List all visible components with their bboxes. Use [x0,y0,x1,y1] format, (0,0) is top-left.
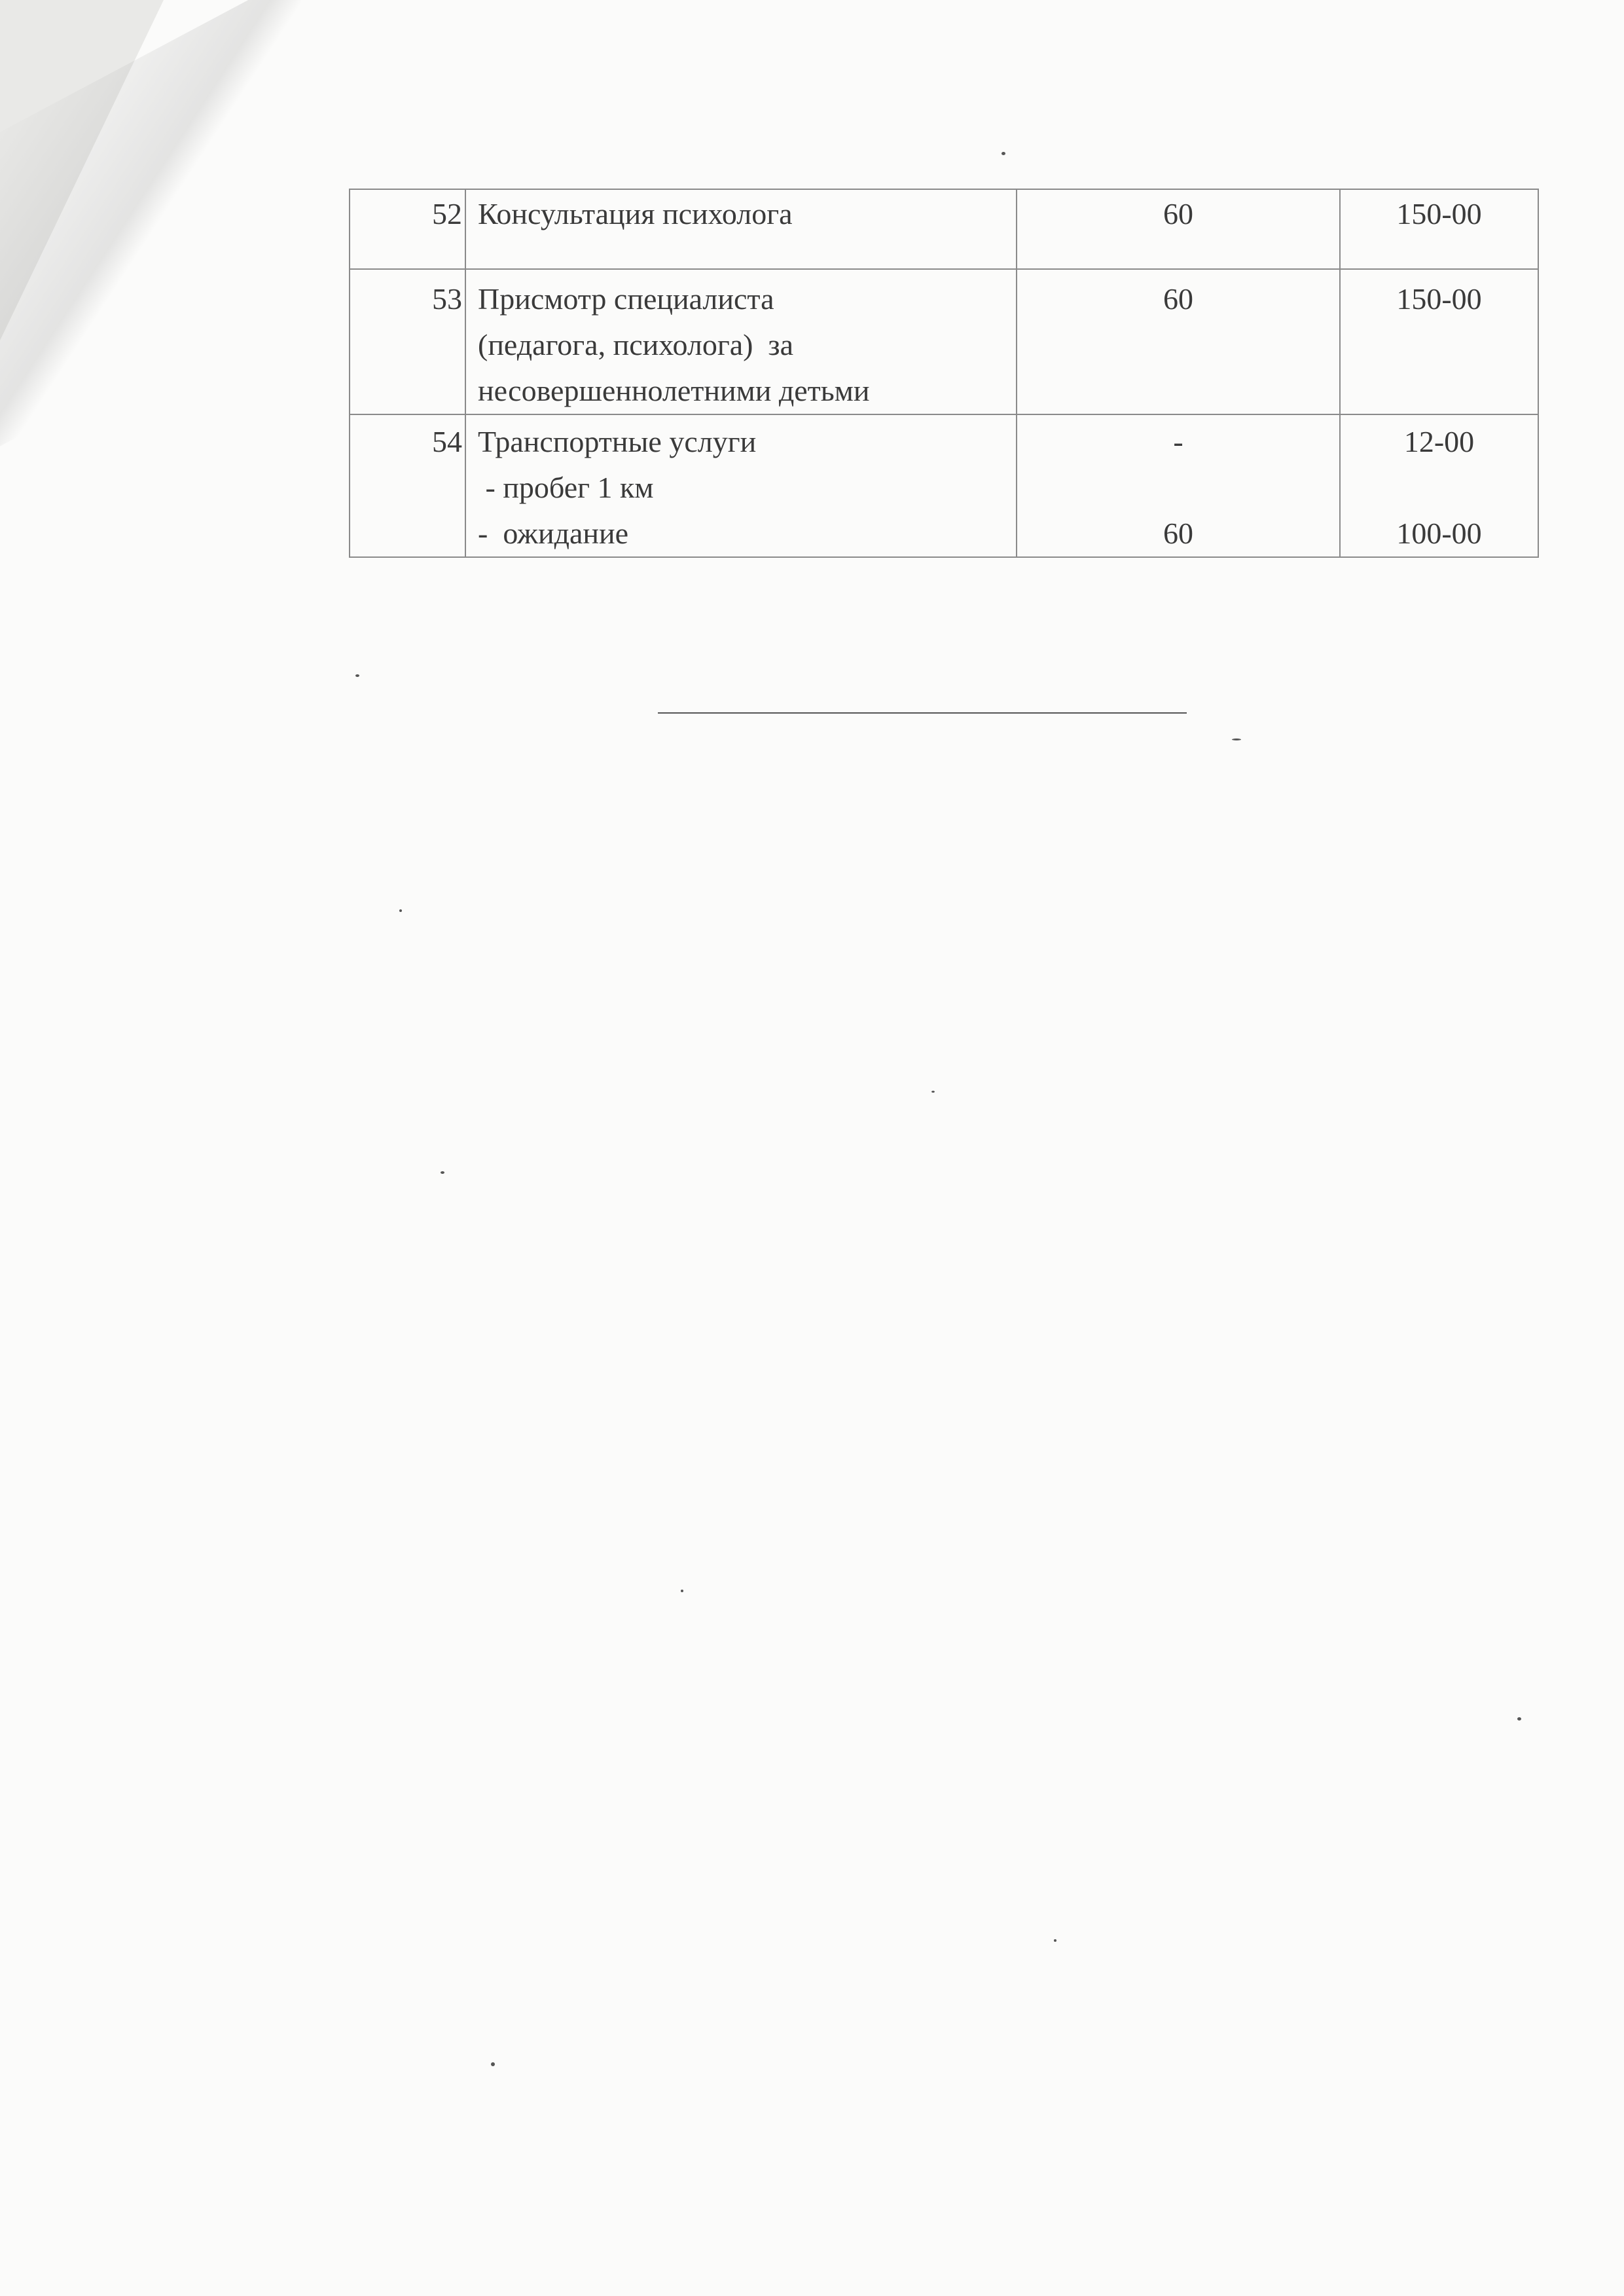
service-name-line: Консультация психолога [478,197,793,230]
row-number: 53 [350,269,465,414]
service-duration [1017,414,1340,557]
service-name-line: Транспортные услуги [478,425,757,458]
spacer [1024,465,1333,511]
scan-speck [1517,1717,1521,1721]
service-duration: 60 [1017,269,1340,414]
service-name-line: - ожидание [478,517,629,550]
service-name [465,414,1017,557]
table-row [350,269,1538,414]
service-duration: 60 [1017,189,1340,269]
scan-speck [1054,1939,1056,1942]
scan-speck [931,1091,935,1093]
services-price-table [349,189,1539,558]
scan-speck [491,2062,495,2066]
service-name-line: - пробег 1 км [478,471,654,504]
service-name [465,269,1017,414]
closing-horizontal-rule [658,712,1187,714]
table-row [350,414,1538,557]
service-price [1340,414,1538,557]
price-line: 12-00 [1403,425,1475,458]
scan-speck [441,1171,444,1174]
service-name-line: Присмотр специалиста [478,282,774,316]
scan-speck [399,909,402,912]
table-row [350,189,1538,269]
service-name-line: (педагога, психолога) за [478,328,794,361]
scan-speck [1001,152,1005,155]
service-price: 150-00 [1340,269,1538,414]
scan-speck [681,1590,683,1592]
row-number: 52 [350,189,465,269]
scan-speck [1232,738,1241,740]
spacer [1347,465,1531,511]
scan-speck [355,674,359,677]
service-price: 150-00 [1340,189,1538,269]
duration-line: - [1173,425,1183,458]
row-number: 54 [350,414,465,557]
service-name-line: несовершеннолетними детьми [478,374,870,407]
duration-line: 60 [1163,517,1193,550]
service-name [465,189,1017,269]
price-line: 100-00 [1396,517,1482,550]
